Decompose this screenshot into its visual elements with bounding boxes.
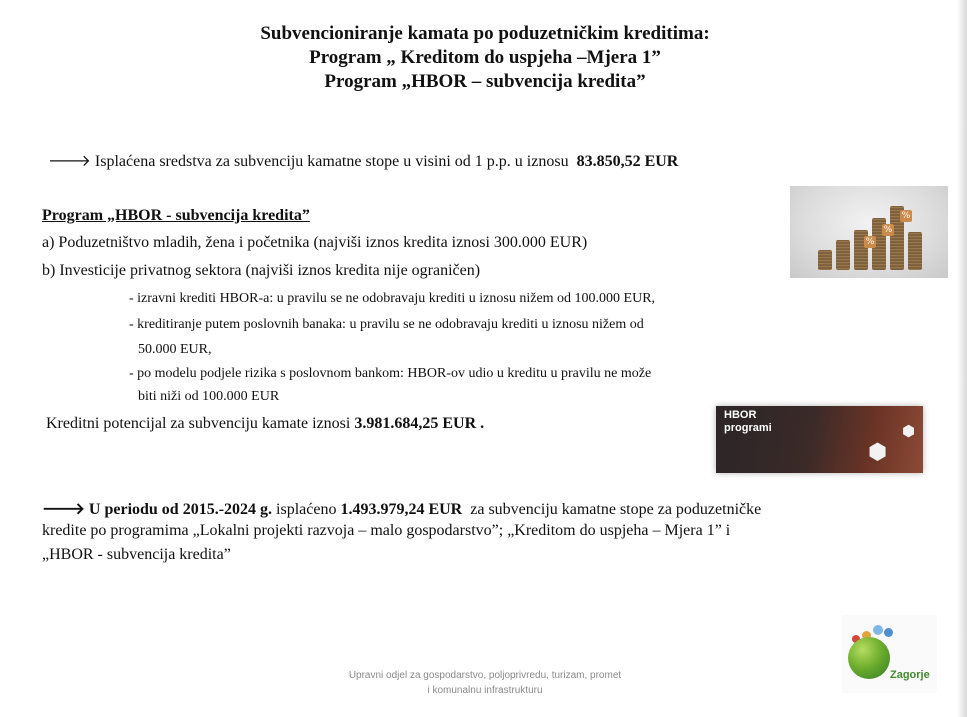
paid-label: isplaćeno xyxy=(276,501,337,518)
logo-dot xyxy=(884,628,893,637)
hbor-sub-3-line-1: - po modelu podjele rizika s poslovnom bankom: HBOR-ov udio u kreditu u pravilu ne može xyxy=(129,366,652,381)
hbor-image-label-line-2: programi xyxy=(724,422,772,434)
paid-funds-line xyxy=(48,150,678,171)
hbor-item-a: a) Poduzetništvo mladih, žena i početnika (najviši iznos kredita iznosi 300.000 EUR) xyxy=(42,234,588,251)
footer xyxy=(300,668,670,698)
hbor-program-heading: Program „HBOR - subvencija kredita” xyxy=(42,207,310,224)
page-title xyxy=(160,22,810,94)
period-text-1: za subvenciju kamatne stope za poduzetničke xyxy=(470,501,762,518)
arrow-icon: 🡒 xyxy=(48,153,91,170)
hexagon-icon: ⬢ xyxy=(902,422,916,440)
paid-funds-amount: 83.850,52 EUR xyxy=(576,153,679,170)
period-summary-line-1 xyxy=(42,498,761,519)
coins-image xyxy=(790,186,948,278)
hbor-sub-3-line-2: biti niži od 100.000 EUR xyxy=(138,389,280,404)
percent-cube: % xyxy=(865,237,875,247)
coin-stack xyxy=(908,232,922,270)
globe-icon xyxy=(848,637,890,679)
hbor-item-b: b) Investicije privatnog sektora (najviši iznos kredita nije ograničen) xyxy=(42,262,481,279)
credit-potential-amount: 3.981.684,25 EUR . xyxy=(354,415,485,432)
percent-cube: % xyxy=(883,225,893,235)
zagorje-logo xyxy=(842,615,937,693)
hbor-sub-2-line-2: 50.000 EUR, xyxy=(138,342,212,357)
period-summary-line-3: „HBOR - subvencija kredita” xyxy=(42,546,231,563)
logo-dot xyxy=(873,625,883,635)
hbor-sub-2-line-1: - kreditiranje putem poslovnih banaka: u pravilu se ne odobravaju krediti u iznosu nižem od xyxy=(129,317,644,332)
hbor-programi-image xyxy=(716,406,923,473)
coin-stack xyxy=(818,250,832,270)
title-line-3: Program „HBOR – subvencija kredita” xyxy=(324,71,646,92)
logo-text: Zagorje xyxy=(890,669,930,681)
footer-line-2: i komunalnu infrastrukturu xyxy=(427,685,543,696)
footer-line-1: Upravni odjel za gospodarstvo, poljoprivredu, turizam, promet xyxy=(348,670,622,681)
hbor-image-label xyxy=(724,409,772,435)
edge-shadow xyxy=(957,0,967,717)
credit-potential-line xyxy=(46,415,484,433)
percent-cube: % xyxy=(901,211,911,221)
title-line-1: Subvencioniranje kamata po poduzetničkim kreditima: xyxy=(260,23,710,44)
credit-potential-text: Kreditni potencijal za subvenciju kamate iznosi xyxy=(46,415,351,432)
title-line-2: Program „ Kreditom do uspjeha –Mjera 1” xyxy=(309,47,661,68)
hbor-image-label-line-1: HBOR xyxy=(724,409,757,421)
paid-funds-text: Isplaćena sredstva za subvenciju kamatne stope u visini od 1 p.p. u iznosu xyxy=(94,153,569,170)
period-text: U periodu od 2015.-2024 g. xyxy=(88,501,273,518)
hexagon-icon: ⬢ xyxy=(868,440,888,465)
period-summary-line-2: kredite po programima „Lokalni projekti razvoja – malo gospodarstvo”; „Kreditom do uspjeha – Mjera 1” i xyxy=(42,522,731,539)
arrow-icon: 🡒 xyxy=(42,501,85,518)
hbor-sub-1: - izravni krediti HBOR-a: u pravilu se ne odobravaju krediti u iznosu nižem od 100.000 EUR, xyxy=(129,291,656,306)
coin-stack xyxy=(836,240,850,270)
period-amount: 1.493.979,24 EUR xyxy=(340,501,463,518)
